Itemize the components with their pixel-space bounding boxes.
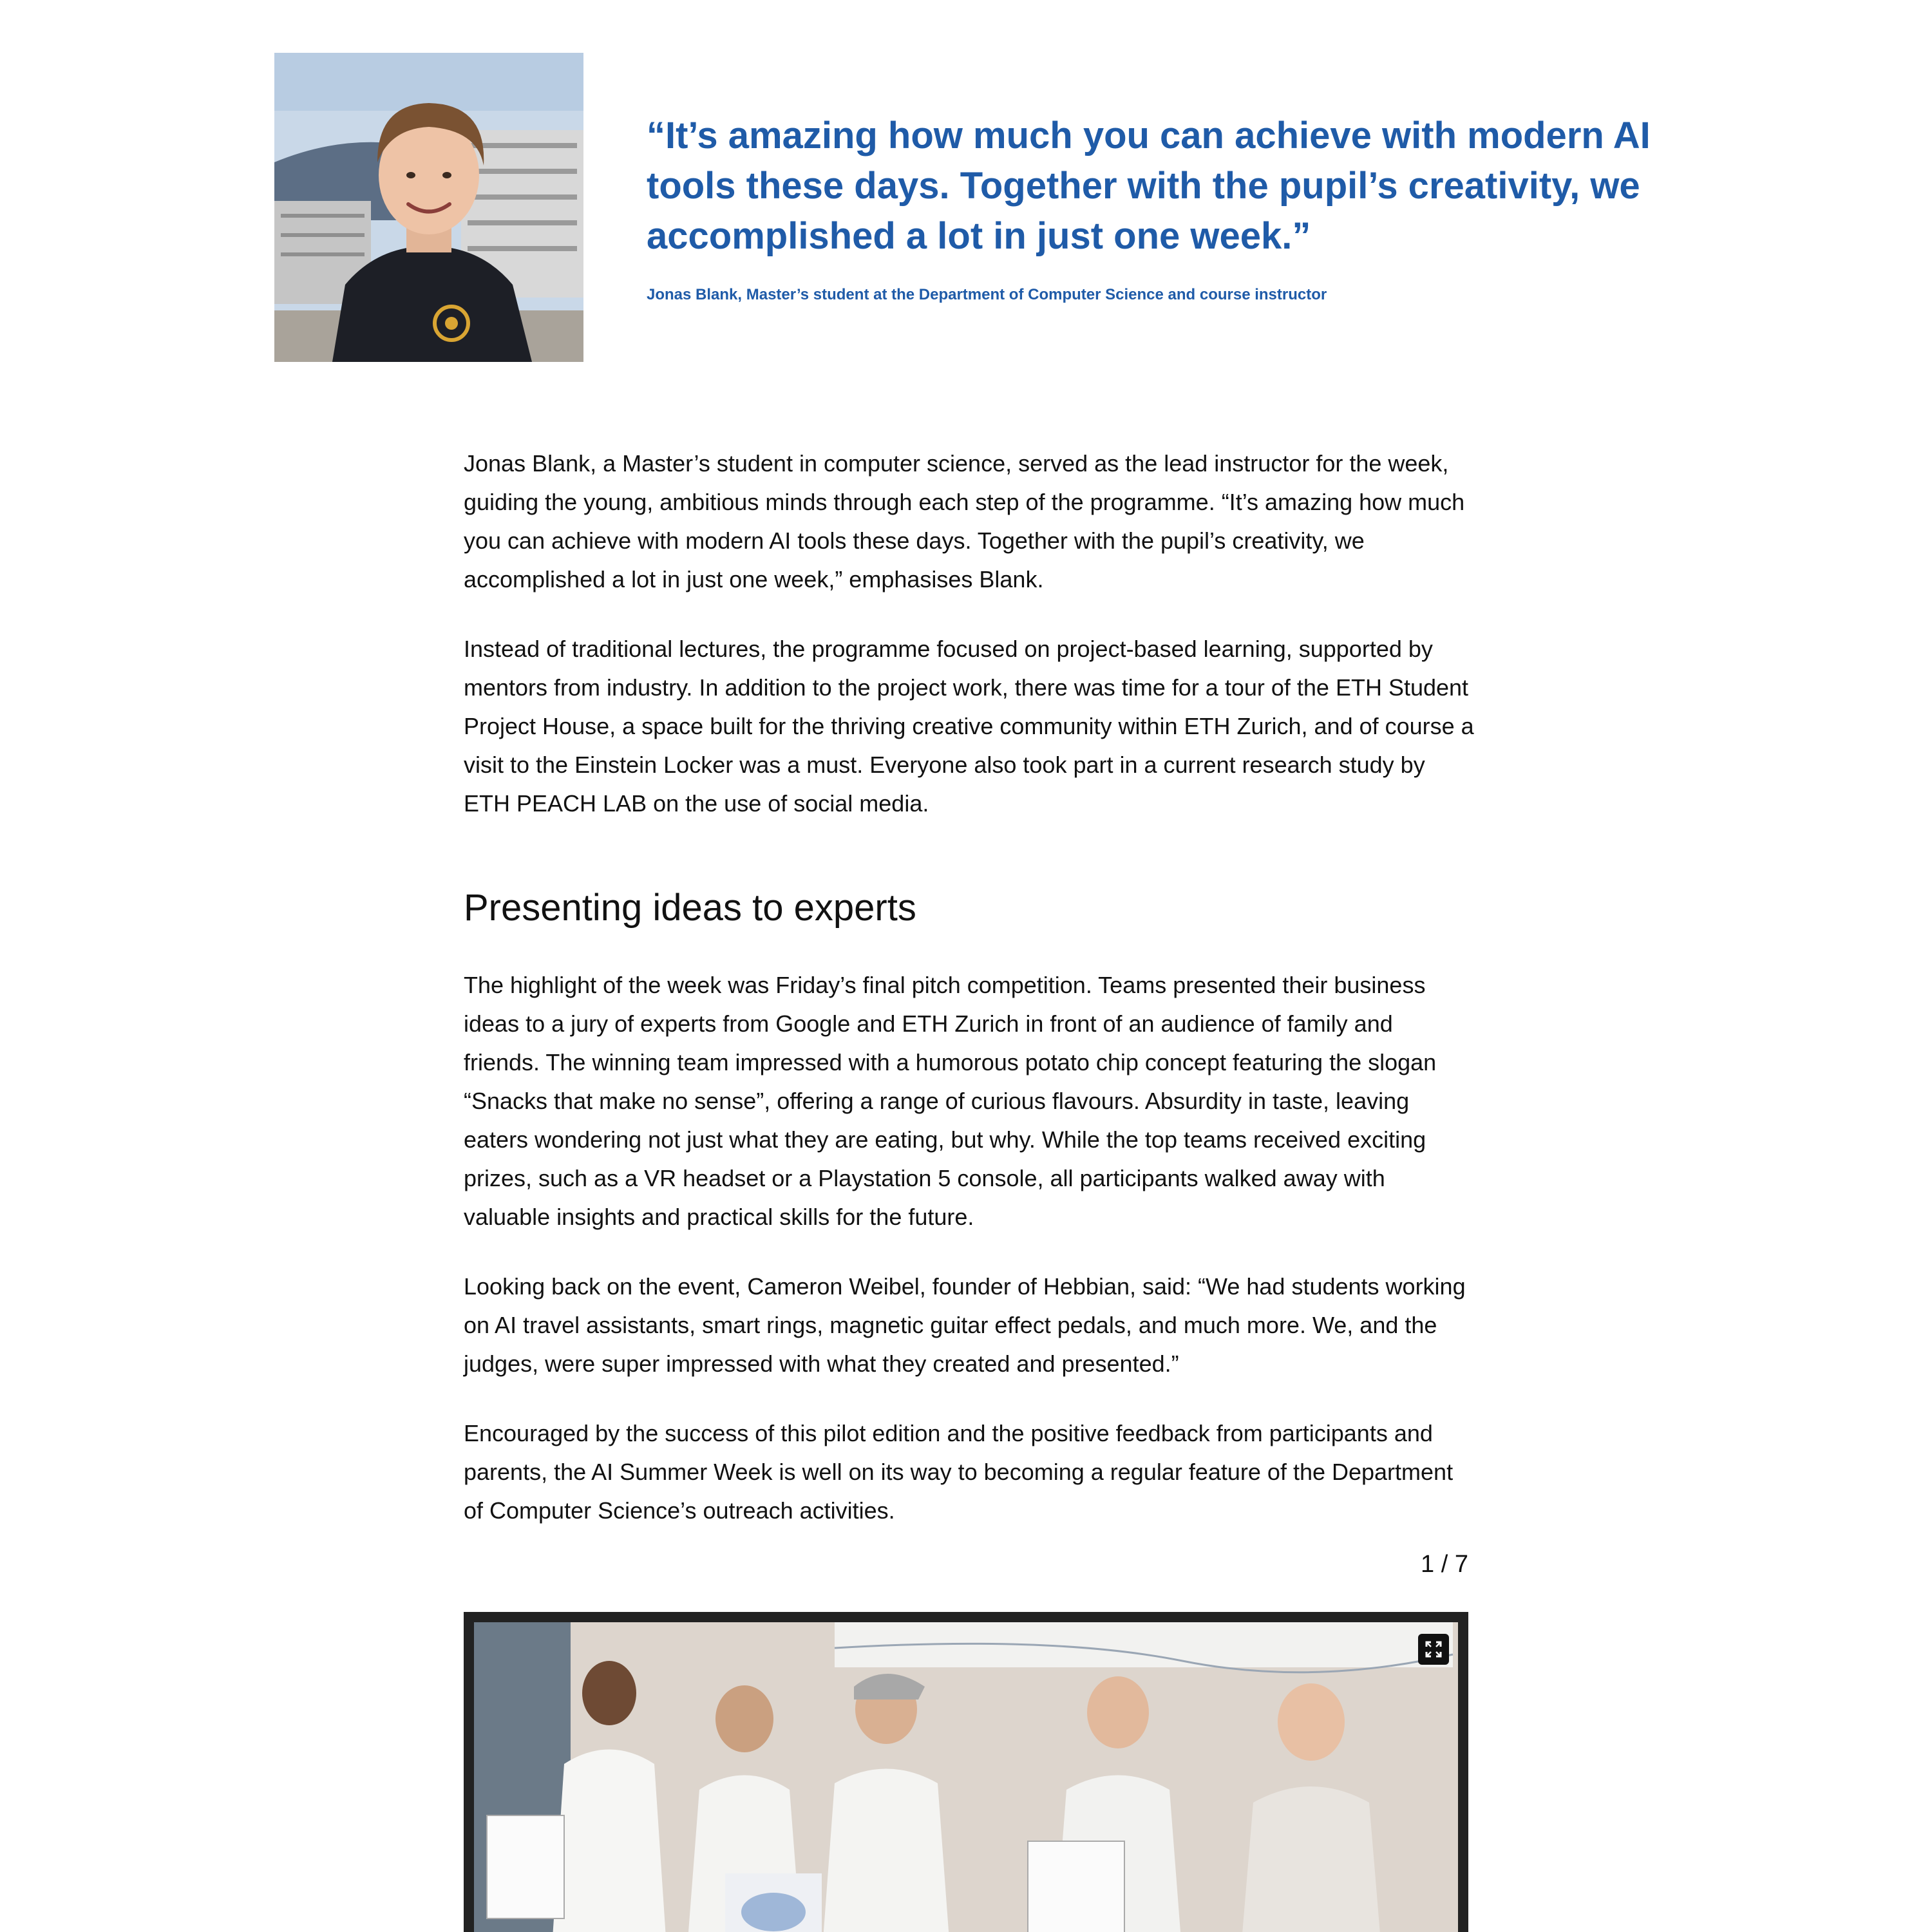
- article-paragraph: Looking back on the event, Cameron Weibel, founder of Hebbian, said: “We had students working on AI travel assistants, smart rings, magnetic guitar effect pedals, and much more. We, and the judges, were super impressed with what they created and presented.”: [464, 1273, 1466, 1377]
- image-gallery[interactable]: [464, 1612, 1468, 1932]
- pull-quote: “It’s amazing how much you can achieve with modern AI tools these days. Together with the pupil’s creativity, we accomplished a lot in just one week.”: [647, 115, 1651, 257]
- quote-block: [274, 53, 1659, 362]
- section-heading: Presenting ideas to experts: [464, 887, 916, 929]
- expand-icon: [1425, 1640, 1443, 1658]
- article-body: [464, 444, 1475, 1561]
- article-paragraph: Encouraged by the success of this pilot edition and the positive feedback from participants and parents, the AI Summer Week is well on its way to becoming a regular feature of the Department of Computer Science’s outreach activities.: [464, 1420, 1454, 1524]
- quote-attribution: Jonas Blank, Master’s student at the Department of Computer Science and course instructor: [647, 286, 1327, 303]
- article-paragraph: Jonas Blank, a Master’s student in computer science, served as the lead instructor for the week, guiding the young, ambitious minds through each step of the programme. “It’s amazing how much you can achieve with modern AI tools these days. Together with the pupil’s creativity, we accomplished a lot in just one week,” emphasises Blank.: [464, 450, 1465, 592]
- article-paragraph: Instead of traditional lectures, the programme focused on project-based learning, supported by mentors from industry. In addition to the project work, there was time for a tour of the ETH Student Project House, a space built for the thriving creative community within ETH Zurich, and of course a visit to the Einstein Locker was a must. Everyone also took part in a current research study by ETH PEACH LAB on the use of social media.: [464, 636, 1474, 817]
- instructor-photo: [274, 53, 583, 362]
- gallery-photo-illustration: [474, 1622, 1458, 1932]
- gallery-image[interactable]: [474, 1622, 1458, 1932]
- fullscreen-button[interactable]: [1418, 1634, 1449, 1665]
- instructor-photo-illustration: [274, 53, 583, 362]
- article-paragraph: The highlight of the week was Friday’s final pitch competition. Teams presented their business ideas to a jury of experts from Google and ETH Zurich in front of an audience of family and friends. The winning team impressed with a humorous potato chip concept featuring the slogan “Snacks that make no sense”, offering a range of curious flavours. Absurdity in taste, leaving eaters wondering not just what they are eating, but why. While the top teams received exciting prizes, such as a VR headset or a Playstation 5 console, all participants walked away with valuable insights and practical skills for the future.: [464, 972, 1437, 1230]
- quote-text-wrap: [647, 111, 1677, 305]
- gallery-counter: 1 / 7: [1421, 1551, 1468, 1578]
